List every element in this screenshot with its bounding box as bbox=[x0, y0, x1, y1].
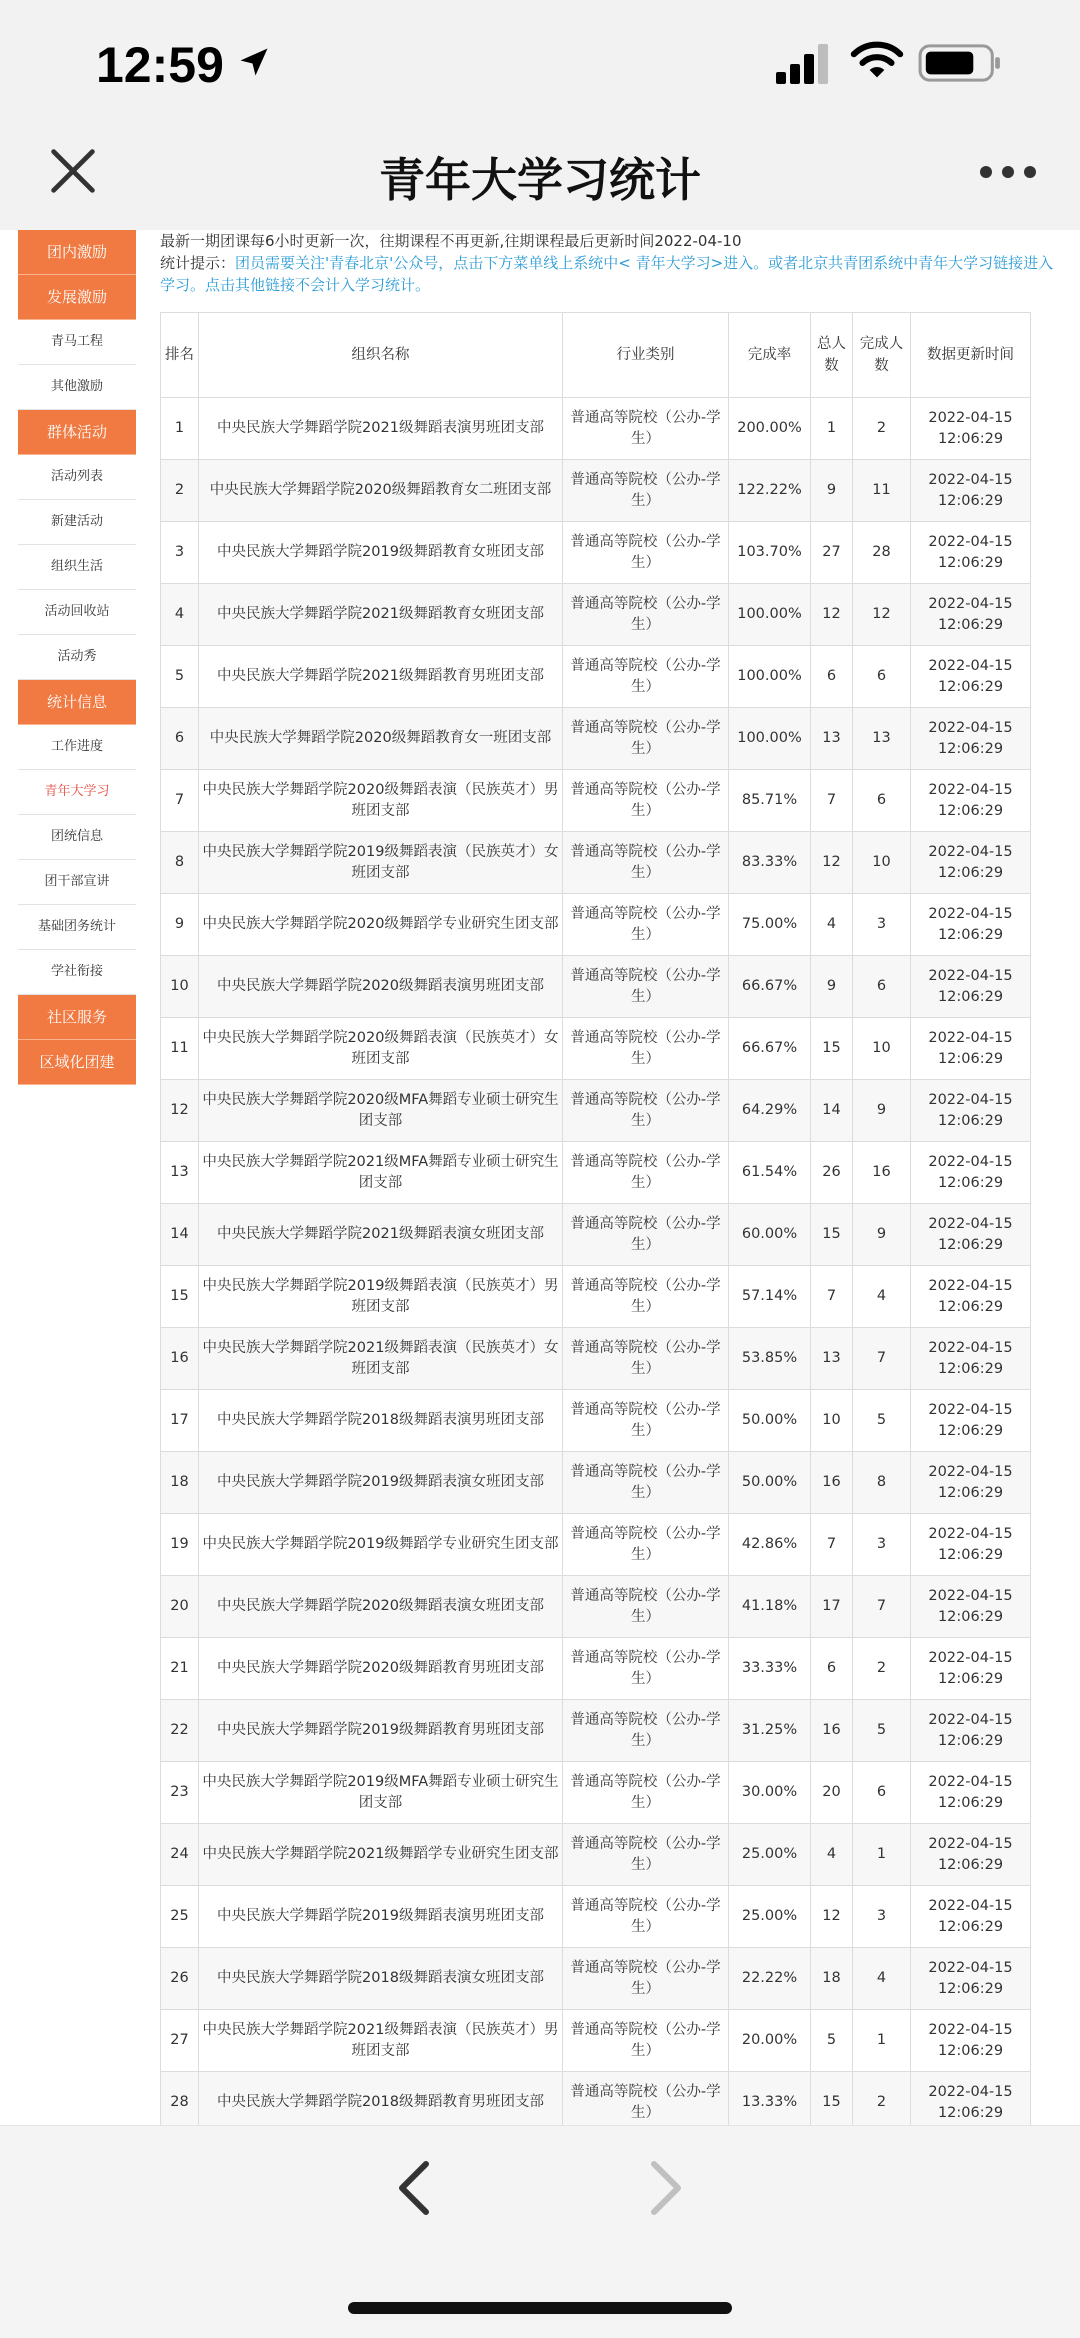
updated-time-cell: 2022-04-15 12:06:29 bbox=[911, 1638, 1031, 1700]
table-row bbox=[161, 1204, 1031, 1266]
updated-time-cell: 2022-04-15 12:06:29 bbox=[911, 1080, 1031, 1142]
rank-cell: 23 bbox=[161, 1762, 199, 1824]
rank-cell: 11 bbox=[161, 1018, 199, 1080]
column-header: 数据更新时间 bbox=[911, 313, 1031, 398]
total-cell: 27 bbox=[811, 522, 853, 584]
org-name-cell: 中央民族大学舞蹈学院2021级舞蹈表演女班团支部 bbox=[199, 1204, 563, 1266]
completion-rate-cell: 60.00% bbox=[729, 1204, 811, 1266]
rank-cell: 21 bbox=[161, 1638, 199, 1700]
more-icon[interactable] bbox=[978, 160, 1038, 184]
org-name-cell: 中央民族大学舞蹈学院2020级舞蹈学专业研究生团支部 bbox=[199, 894, 563, 956]
completion-rate-cell: 100.00% bbox=[729, 646, 811, 708]
table-row bbox=[161, 1080, 1031, 1142]
table-row bbox=[161, 646, 1031, 708]
completion-rate-cell: 20.00% bbox=[729, 2010, 811, 2072]
category-cell: 普通高等院校（公办-学生） bbox=[563, 2072, 729, 2126]
total-cell: 9 bbox=[811, 460, 853, 522]
home-indicator bbox=[348, 2302, 732, 2314]
category-cell: 普通高等院校（公办-学生） bbox=[563, 1576, 729, 1638]
category-cell: 普通高等院校（公办-学生） bbox=[563, 1762, 729, 1824]
completion-rate-cell: 122.22% bbox=[729, 460, 811, 522]
category-cell: 普通高等院校（公办-学生） bbox=[563, 708, 729, 770]
org-name-cell: 中央民族大学舞蹈学院2020级舞蹈表演（民族英才）男班团支部 bbox=[199, 770, 563, 832]
updated-time-cell: 2022-04-15 12:06:29 bbox=[911, 1390, 1031, 1452]
table-row bbox=[161, 1390, 1031, 1452]
completion-rate-cell: 100.00% bbox=[729, 708, 811, 770]
completion-rate-cell: 66.67% bbox=[729, 956, 811, 1018]
completed-cell: 6 bbox=[853, 1762, 911, 1824]
completion-rate-cell: 33.33% bbox=[729, 1638, 811, 1700]
completed-cell: 5 bbox=[853, 1390, 911, 1452]
updated-time-cell: 2022-04-15 12:06:29 bbox=[911, 1328, 1031, 1390]
completed-cell: 11 bbox=[853, 460, 911, 522]
sidebar-item[interactable]: 群体活动 bbox=[18, 410, 136, 455]
updated-time-cell: 2022-04-15 12:06:29 bbox=[911, 1824, 1031, 1886]
category-cell: 普通高等院校（公办-学生） bbox=[563, 894, 729, 956]
completion-rate-cell: 64.29% bbox=[729, 1080, 811, 1142]
sidebar-item[interactable]: 活动秀 bbox=[18, 635, 136, 680]
completion-rate-cell: 30.00% bbox=[729, 1762, 811, 1824]
total-cell: 16 bbox=[811, 1452, 853, 1514]
wifi-icon bbox=[850, 38, 904, 82]
updated-time-cell: 2022-04-15 12:06:29 bbox=[911, 1948, 1031, 2010]
org-name-cell: 中央民族大学舞蹈学院2018级舞蹈表演女班团支部 bbox=[199, 1948, 563, 2010]
total-cell: 15 bbox=[811, 2072, 853, 2126]
sidebar-item[interactable]: 统计信息 bbox=[18, 680, 136, 725]
category-cell: 普通高等院校（公办-学生） bbox=[563, 1514, 729, 1576]
table-row bbox=[161, 1700, 1031, 1762]
total-cell: 12 bbox=[811, 584, 853, 646]
completion-rate-cell: 50.00% bbox=[729, 1452, 811, 1514]
completed-cell: 16 bbox=[853, 1142, 911, 1204]
battery-icon bbox=[918, 44, 1002, 82]
rank-cell: 9 bbox=[161, 894, 199, 956]
sidebar-item[interactable]: 团统信息 bbox=[18, 815, 136, 860]
sidebar-item[interactable]: 基础团务统计 bbox=[18, 905, 136, 950]
table-row bbox=[161, 2072, 1031, 2126]
table-row bbox=[161, 770, 1031, 832]
category-cell: 普通高等院校（公办-学生） bbox=[563, 1018, 729, 1080]
sidebar-item[interactable]: 团内激励 bbox=[18, 230, 136, 275]
completion-rate-cell: 61.54% bbox=[729, 1142, 811, 1204]
rank-cell: 16 bbox=[161, 1328, 199, 1390]
table-row bbox=[161, 522, 1031, 584]
category-cell: 普通高等院校（公办-学生） bbox=[563, 1886, 729, 1948]
category-cell: 普通高等院校（公办-学生） bbox=[563, 1390, 729, 1452]
rank-cell: 20 bbox=[161, 1576, 199, 1638]
sidebar-item[interactable]: 发展激励 bbox=[18, 275, 136, 320]
updated-time-cell: 2022-04-15 12:06:29 bbox=[911, 1576, 1031, 1638]
table-row bbox=[161, 1266, 1031, 1328]
category-cell: 普通高等院校（公办-学生） bbox=[563, 398, 729, 460]
completed-cell: 6 bbox=[853, 956, 911, 1018]
category-cell: 普通高等院校（公办-学生） bbox=[563, 770, 729, 832]
table-row bbox=[161, 1452, 1031, 1514]
rank-cell: 15 bbox=[161, 1266, 199, 1328]
rank-cell: 8 bbox=[161, 832, 199, 894]
completed-cell: 1 bbox=[853, 2010, 911, 2072]
total-cell: 6 bbox=[811, 646, 853, 708]
org-name-cell: 中央民族大学舞蹈学院2019级舞蹈学专业研究生团支部 bbox=[199, 1514, 563, 1576]
column-header: 完成人数 bbox=[853, 313, 911, 398]
category-cell: 普通高等院校（公办-学生） bbox=[563, 956, 729, 1018]
sidebar-item[interactable]: 青马工程 bbox=[18, 320, 136, 365]
completion-rate-cell: 103.70% bbox=[729, 522, 811, 584]
updated-time-cell: 2022-04-15 12:06:29 bbox=[911, 2072, 1031, 2126]
completion-rate-cell: 31.25% bbox=[729, 1700, 811, 1762]
table-row bbox=[161, 398, 1031, 460]
tip-label: 统计提示： bbox=[160, 254, 236, 272]
completed-cell: 10 bbox=[853, 832, 911, 894]
table-row bbox=[161, 1762, 1031, 1824]
updated-time-cell: 2022-04-15 12:06:29 bbox=[911, 770, 1031, 832]
completion-rate-cell: 22.22% bbox=[729, 1948, 811, 2010]
total-cell: 5 bbox=[811, 2010, 853, 2072]
rank-cell: 27 bbox=[161, 2010, 199, 2072]
org-name-cell: 中央民族大学舞蹈学院2019级舞蹈教育男班团支部 bbox=[199, 1700, 563, 1762]
updated-time-cell: 2022-04-15 12:06:29 bbox=[911, 1452, 1031, 1514]
total-cell: 7 bbox=[811, 1266, 853, 1328]
sidebar-item[interactable]: 团干部宣讲 bbox=[18, 860, 136, 905]
table-row bbox=[161, 1824, 1031, 1886]
rank-cell: 28 bbox=[161, 2072, 199, 2126]
total-cell: 16 bbox=[811, 1700, 853, 1762]
sidebar-item[interactable]: 其他激励 bbox=[18, 365, 136, 410]
completed-cell: 1 bbox=[853, 1824, 911, 1886]
updated-time-cell: 2022-04-15 12:06:29 bbox=[911, 460, 1031, 522]
stats-info bbox=[160, 230, 1060, 296]
completion-rate-cell: 25.00% bbox=[729, 1824, 811, 1886]
org-name-cell: 中央民族大学舞蹈学院2020级舞蹈表演女班团支部 bbox=[199, 1576, 563, 1638]
rank-cell: 13 bbox=[161, 1142, 199, 1204]
org-name-cell: 中央民族大学舞蹈学院2020级MFA舞蹈专业硕士研究生团支部 bbox=[199, 1080, 563, 1142]
updated-time-cell: 2022-04-15 12:06:29 bbox=[911, 1266, 1031, 1328]
sidebar-item[interactable]: 活动列表 bbox=[18, 455, 136, 500]
completed-cell: 6 bbox=[853, 770, 911, 832]
total-cell: 12 bbox=[811, 832, 853, 894]
stats-table bbox=[160, 312, 1031, 2125]
table-row bbox=[161, 1328, 1031, 1390]
completed-cell: 9 bbox=[853, 1080, 911, 1142]
updated-time-cell: 2022-04-15 12:06:29 bbox=[911, 1142, 1031, 1204]
completed-cell: 12 bbox=[853, 584, 911, 646]
completed-cell: 9 bbox=[853, 1204, 911, 1266]
column-header: 总人数 bbox=[811, 313, 853, 398]
updated-time-cell: 2022-04-15 12:06:29 bbox=[911, 1204, 1031, 1266]
total-cell: 20 bbox=[811, 1762, 853, 1824]
sidebar-item[interactable]: 区域化团建 bbox=[18, 1040, 136, 1085]
completion-rate-cell: 53.85% bbox=[729, 1328, 811, 1390]
cellular-signal-icon bbox=[776, 44, 832, 84]
completed-cell: 3 bbox=[853, 894, 911, 956]
updated-time-cell: 2022-04-15 12:06:29 bbox=[911, 584, 1031, 646]
rank-cell: 22 bbox=[161, 1700, 199, 1762]
category-cell: 普通高等院校（公办-学生） bbox=[563, 1080, 729, 1142]
table-row bbox=[161, 460, 1031, 522]
org-name-cell: 中央民族大学舞蹈学院2021级MFA舞蹈专业硕士研究生团支部 bbox=[199, 1142, 563, 1204]
org-name-cell: 中央民族大学舞蹈学院2018级舞蹈教育男班团支部 bbox=[199, 2072, 563, 2126]
org-name-cell: 中央民族大学舞蹈学院2018级舞蹈表演男班团支部 bbox=[199, 1390, 563, 1452]
org-name-cell: 中央民族大学舞蹈学院2020级舞蹈教育女二班团支部 bbox=[199, 460, 563, 522]
rank-cell: 1 bbox=[161, 398, 199, 460]
org-name-cell: 中央民族大学舞蹈学院2019级MFA舞蹈专业硕士研究生团支部 bbox=[199, 1762, 563, 1824]
category-cell: 普通高等院校（公办-学生） bbox=[563, 1328, 729, 1390]
update-note: 最新一期团课每6小时更新一次，往期课程不再更新,往期课程最后更新时间2022-04-10 bbox=[160, 232, 742, 250]
completed-cell: 2 bbox=[853, 1638, 911, 1700]
total-cell: 4 bbox=[811, 1824, 853, 1886]
sidebar-item[interactable]: 活动回收站 bbox=[18, 590, 136, 635]
updated-time-cell: 2022-04-15 12:06:29 bbox=[911, 398, 1031, 460]
total-cell: 12 bbox=[811, 1886, 853, 1948]
org-name-cell: 中央民族大学舞蹈学院2019级舞蹈表演（民族英才）男班团支部 bbox=[199, 1266, 563, 1328]
updated-time-cell: 2022-04-15 12:06:29 bbox=[911, 894, 1031, 956]
updated-time-cell: 2022-04-15 12:06:29 bbox=[911, 832, 1031, 894]
table-row bbox=[161, 1886, 1031, 1948]
sidebar-item[interactable]: 工作进度 bbox=[18, 725, 136, 770]
table-row bbox=[161, 1638, 1031, 1700]
rank-cell: 12 bbox=[161, 1080, 199, 1142]
rank-cell: 7 bbox=[161, 770, 199, 832]
org-name-cell: 中央民族大学舞蹈学院2019级舞蹈表演女班团支部 bbox=[199, 1452, 563, 1514]
category-cell: 普通高等院校（公办-学生） bbox=[563, 646, 729, 708]
updated-time-cell: 2022-04-15 12:06:29 bbox=[911, 2010, 1031, 2072]
table-row bbox=[161, 832, 1031, 894]
rank-cell: 2 bbox=[161, 460, 199, 522]
total-cell: 10 bbox=[811, 1390, 853, 1452]
category-cell: 普通高等院校（公办-学生） bbox=[563, 1948, 729, 2010]
category-cell: 普通高等院校（公办-学生） bbox=[563, 584, 729, 646]
org-name-cell: 中央民族大学舞蹈学院2021级舞蹈表演男班团支部 bbox=[199, 398, 563, 460]
table-row bbox=[161, 894, 1031, 956]
completion-rate-cell: 25.00% bbox=[729, 1886, 811, 1948]
category-cell: 普通高等院校（公办-学生） bbox=[563, 460, 729, 522]
column-header: 完成率 bbox=[729, 313, 811, 398]
table-row bbox=[161, 1142, 1031, 1204]
org-name-cell: 中央民族大学舞蹈学院2021级舞蹈学专业研究生团支部 bbox=[199, 1824, 563, 1886]
total-cell: 18 bbox=[811, 1948, 853, 2010]
category-cell: 普通高等院校（公办-学生） bbox=[563, 1700, 729, 1762]
location-arrow-icon bbox=[236, 44, 272, 80]
stats-table-wrap bbox=[160, 312, 1031, 2125]
completed-cell: 7 bbox=[853, 1328, 911, 1390]
org-name-cell: 中央民族大学舞蹈学院2019级舞蹈教育女班团支部 bbox=[199, 522, 563, 584]
rank-cell: 4 bbox=[161, 584, 199, 646]
completed-cell: 2 bbox=[853, 398, 911, 460]
updated-time-cell: 2022-04-15 12:06:29 bbox=[911, 956, 1031, 1018]
org-name-cell: 中央民族大学舞蹈学院2020级舞蹈表演男班团支部 bbox=[199, 956, 563, 1018]
completion-rate-cell: 83.33% bbox=[729, 832, 811, 894]
tip-text: 团员需要关注'青春北京'公众号，点击下方菜单线上系统中< 青年大学习>进入。或者北京共青团系统中青年大学习链接进入学习。点击其他链接不会计入学习统计。 bbox=[160, 254, 1054, 294]
completed-cell: 13 bbox=[853, 708, 911, 770]
table-body bbox=[161, 398, 1031, 2126]
org-name-cell: 中央民族大学舞蹈学院2021级舞蹈表演（民族英才）女班团支部 bbox=[199, 1328, 563, 1390]
category-cell: 普通高等院校（公办-学生） bbox=[563, 522, 729, 584]
status-time: 12:59 bbox=[96, 37, 224, 93]
category-cell: 普通高等院校（公办-学生） bbox=[563, 2010, 729, 2072]
total-cell: 15 bbox=[811, 1018, 853, 1080]
rank-cell: 10 bbox=[161, 956, 199, 1018]
rank-cell: 14 bbox=[161, 1204, 199, 1266]
completion-rate-cell: 13.33% bbox=[729, 2072, 811, 2126]
completion-rate-cell: 85.71% bbox=[729, 770, 811, 832]
updated-time-cell: 2022-04-15 12:06:29 bbox=[911, 1886, 1031, 1948]
table-row bbox=[161, 584, 1031, 646]
completion-rate-cell: 42.86% bbox=[729, 1514, 811, 1576]
completion-rate-cell: 75.00% bbox=[729, 894, 811, 956]
total-cell: 14 bbox=[811, 1080, 853, 1142]
category-cell: 普通高等院校（公办-学生） bbox=[563, 1452, 729, 1514]
sidebar-item[interactable]: 学社衔接 bbox=[18, 950, 136, 995]
rank-cell: 6 bbox=[161, 708, 199, 770]
web-content bbox=[0, 230, 1080, 2125]
total-cell: 9 bbox=[811, 956, 853, 1018]
completed-cell: 3 bbox=[853, 1886, 911, 1948]
org-name-cell: 中央民族大学舞蹈学院2021级舞蹈教育女班团支部 bbox=[199, 584, 563, 646]
completed-cell: 2 bbox=[853, 2072, 911, 2126]
rank-cell: 25 bbox=[161, 1886, 199, 1948]
table-row bbox=[161, 1948, 1031, 2010]
table-row bbox=[161, 1018, 1031, 1080]
rank-cell: 17 bbox=[161, 1390, 199, 1452]
table-row bbox=[161, 1576, 1031, 1638]
completed-cell: 3 bbox=[853, 1514, 911, 1576]
total-cell: 4 bbox=[811, 894, 853, 956]
back-arrow-icon[interactable] bbox=[392, 2158, 436, 2218]
completed-cell: 6 bbox=[853, 646, 911, 708]
completed-cell: 4 bbox=[853, 1266, 911, 1328]
sidebar-menu bbox=[18, 230, 136, 1085]
completion-rate-cell: 57.14% bbox=[729, 1266, 811, 1328]
total-cell: 13 bbox=[811, 1328, 853, 1390]
page-title: 青年大学习统计 bbox=[379, 153, 701, 207]
table-header-row bbox=[161, 313, 1031, 398]
category-cell: 普通高等院校（公办-学生） bbox=[563, 1824, 729, 1886]
table-row bbox=[161, 2010, 1031, 2072]
total-cell: 1 bbox=[811, 398, 853, 460]
total-cell: 6 bbox=[811, 1638, 853, 1700]
sidebar-item[interactable]: 社区服务 bbox=[18, 995, 136, 1040]
total-cell: 7 bbox=[811, 770, 853, 832]
org-name-cell: 中央民族大学舞蹈学院2019级舞蹈表演男班团支部 bbox=[199, 1886, 563, 1948]
total-cell: 7 bbox=[811, 1514, 853, 1576]
rank-cell: 18 bbox=[161, 1452, 199, 1514]
rank-cell: 3 bbox=[161, 522, 199, 584]
rank-cell: 5 bbox=[161, 646, 199, 708]
org-name-cell: 中央民族大学舞蹈学院2020级舞蹈教育男班团支部 bbox=[199, 1638, 563, 1700]
completion-rate-cell: 100.00% bbox=[729, 584, 811, 646]
completed-cell: 28 bbox=[853, 522, 911, 584]
updated-time-cell: 2022-04-15 12:06:29 bbox=[911, 646, 1031, 708]
sidebar-item[interactable]: 组织生活 bbox=[18, 545, 136, 590]
org-name-cell: 中央民族大学舞蹈学院2019级舞蹈表演（民族英才）女班团支部 bbox=[199, 832, 563, 894]
rank-cell: 24 bbox=[161, 1824, 199, 1886]
updated-time-cell: 2022-04-15 12:06:29 bbox=[911, 522, 1031, 584]
completed-cell: 5 bbox=[853, 1700, 911, 1762]
org-name-cell: 中央民族大学舞蹈学院2020级舞蹈教育女一班团支部 bbox=[199, 708, 563, 770]
total-cell: 15 bbox=[811, 1204, 853, 1266]
forward-arrow-icon bbox=[644, 2158, 688, 2218]
sidebar-item[interactable]: 青年大学习 bbox=[18, 770, 136, 815]
completion-rate-cell: 50.00% bbox=[729, 1390, 811, 1452]
category-cell: 普通高等院校（公办-学生） bbox=[563, 1638, 729, 1700]
rank-cell: 19 bbox=[161, 1514, 199, 1576]
completed-cell: 4 bbox=[853, 1948, 911, 2010]
org-name-cell: 中央民族大学舞蹈学院2021级舞蹈教育男班团支部 bbox=[199, 646, 563, 708]
category-cell: 普通高等院校（公办-学生） bbox=[563, 1142, 729, 1204]
category-cell: 普通高等院校（公办-学生） bbox=[563, 1266, 729, 1328]
completed-cell: 7 bbox=[853, 1576, 911, 1638]
completed-cell: 8 bbox=[853, 1452, 911, 1514]
total-cell: 13 bbox=[811, 708, 853, 770]
stats-tip bbox=[160, 252, 1060, 296]
updated-time-cell: 2022-04-15 12:06:29 bbox=[911, 1018, 1031, 1080]
updated-time-cell: 2022-04-15 12:06:29 bbox=[911, 1700, 1031, 1762]
completion-rate-cell: 200.00% bbox=[729, 398, 811, 460]
updated-time-cell: 2022-04-15 12:06:29 bbox=[911, 708, 1031, 770]
category-cell: 普通高等院校（公办-学生） bbox=[563, 832, 729, 894]
table-row bbox=[161, 708, 1031, 770]
updated-time-cell: 2022-04-15 12:06:29 bbox=[911, 1762, 1031, 1824]
column-header: 行业类别 bbox=[563, 313, 729, 398]
rank-cell: 26 bbox=[161, 1948, 199, 2010]
updated-time-cell: 2022-04-15 12:06:29 bbox=[911, 1514, 1031, 1576]
completed-cell: 10 bbox=[853, 1018, 911, 1080]
completion-rate-cell: 66.67% bbox=[729, 1018, 811, 1080]
sidebar-item[interactable]: 新建活动 bbox=[18, 500, 136, 545]
column-header: 组织名称 bbox=[199, 313, 563, 398]
table-row bbox=[161, 956, 1031, 1018]
category-cell: 普通高等院校（公办-学生） bbox=[563, 1204, 729, 1266]
table-row bbox=[161, 1514, 1031, 1576]
org-name-cell: 中央民族大学舞蹈学院2021级舞蹈表演（民族英才）男班团支部 bbox=[199, 2010, 563, 2072]
total-cell: 17 bbox=[811, 1576, 853, 1638]
org-name-cell: 中央民族大学舞蹈学院2020级舞蹈表演（民族英才）女班团支部 bbox=[199, 1018, 563, 1080]
completion-rate-cell: 41.18% bbox=[729, 1576, 811, 1638]
total-cell: 26 bbox=[811, 1142, 853, 1204]
column-header: 排名 bbox=[161, 313, 199, 398]
